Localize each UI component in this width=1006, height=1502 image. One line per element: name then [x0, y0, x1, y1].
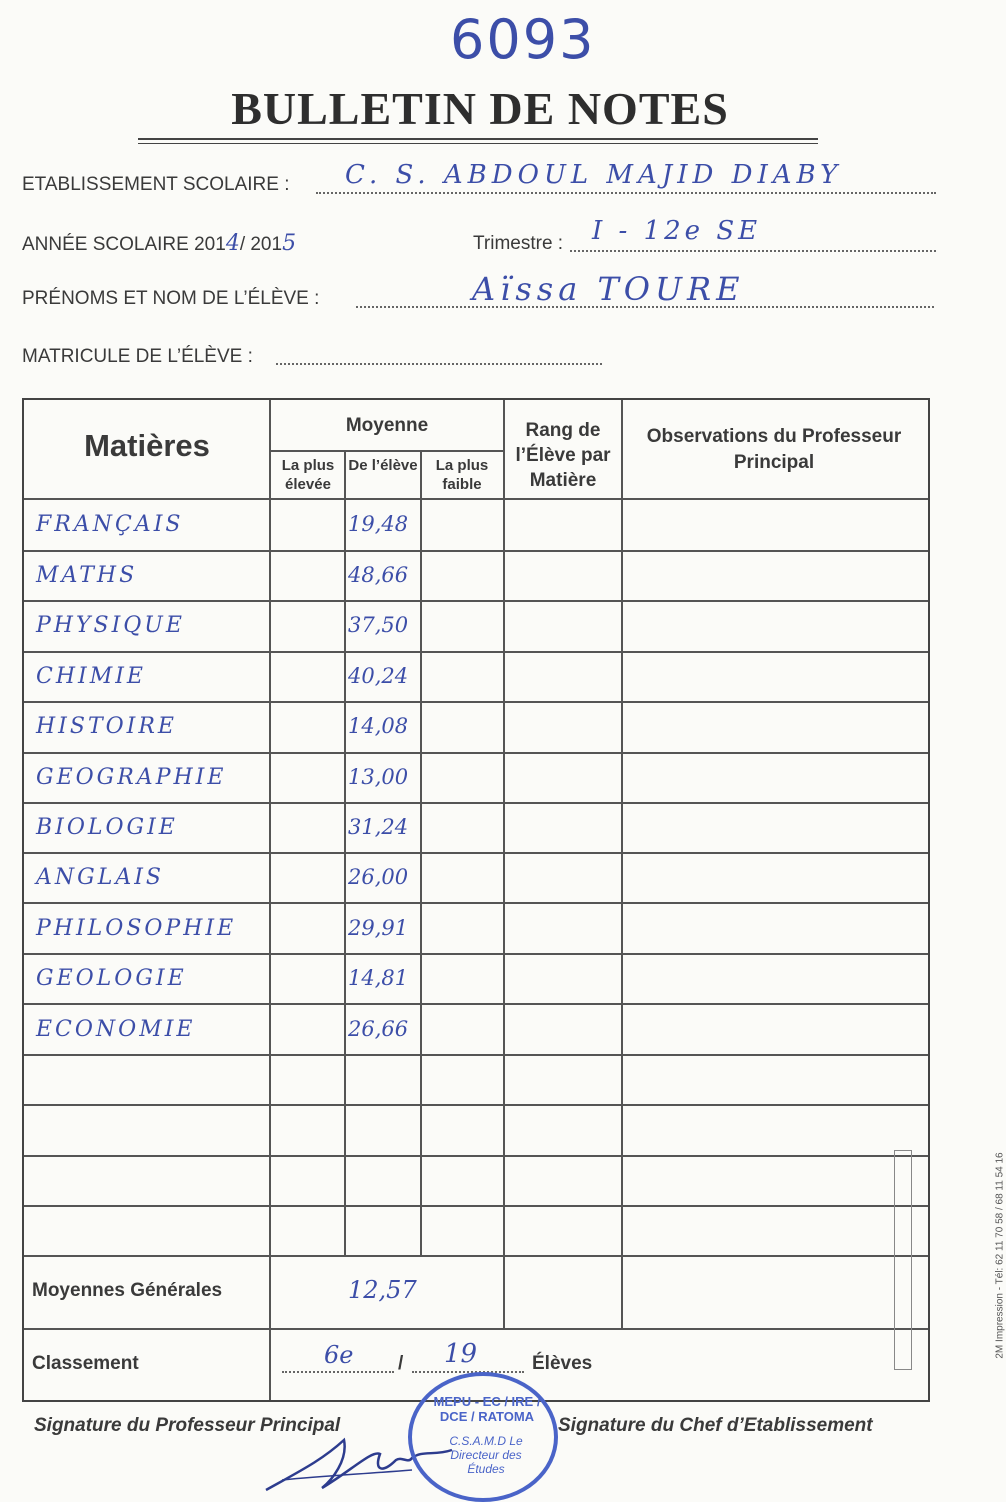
subject-cell: CHIMIE — [36, 664, 146, 689]
ranking-sep: / — [398, 1353, 404, 1374]
subject-cell: MATHS — [36, 563, 138, 588]
ranking-position[interactable]: 6e — [324, 1341, 354, 1369]
subject-cell: ANGLAIS — [36, 865, 164, 890]
table-hline — [24, 550, 928, 552]
table-hline — [24, 1104, 928, 1106]
ranking-position-dots — [282, 1371, 394, 1373]
school-dots — [316, 192, 936, 194]
title-underline-thin — [138, 143, 818, 144]
subject-cell: GEOGRAPHIE — [36, 765, 227, 790]
school-value[interactable]: C. S. ABDOUL MAJID DIABY — [345, 160, 843, 190]
table-hline-general — [24, 1328, 928, 1330]
header-observations: Observations du Professeur Principal — [646, 426, 902, 473]
grade-cell[interactable]: 14,08 — [348, 714, 409, 738]
table-hline — [24, 852, 928, 854]
student-value[interactable]: Aïssa TOURE — [472, 270, 745, 308]
table-hline — [24, 752, 928, 754]
grade-cell[interactable]: 31,24 — [348, 815, 409, 839]
table-hline-header — [24, 498, 928, 500]
year-label-prefix: ANNÉE SCOLAIRE 201 — [22, 234, 226, 255]
subject-cell: PHYSIQUE — [36, 613, 185, 638]
year-digit2[interactable]: 5 — [282, 231, 297, 256]
matricule-label: MATRICULE DE L’ÉLÈVE : — [22, 346, 253, 367]
table-hline-moyenne — [270, 450, 504, 452]
title-underline — [138, 138, 818, 140]
table-hline — [24, 802, 928, 804]
header-rank: Rang de l’Élève par Matière — [515, 420, 611, 491]
document-title: BULLETIN DE NOTES — [231, 83, 729, 134]
stamp-center-text: C.S.A.M.D Le Directeur des Études — [449, 1434, 523, 1476]
grade-cell[interactable]: 29,91 — [348, 916, 409, 940]
subject-cell: GEOLOGIE — [36, 966, 187, 991]
header-subjects: Matières — [84, 428, 210, 463]
grade-cell[interactable]: 26,66 — [348, 1017, 409, 1041]
grade-cell[interactable]: 37,50 — [348, 613, 409, 637]
printer-info: 2M Impression - Tél: 62 11 70 58 / 68 11 54 16 — [994, 1152, 1006, 1359]
stamp-ring-text: MEPU - EC / IRE / DCE / RATOMA — [433, 1394, 541, 1424]
header-highest: La plus élevée — [281, 457, 335, 493]
general-average-label: Moyennes Générales — [32, 1280, 223, 1301]
student-label: PRÉNOMS ET NOM DE L’ÉLÈVE : — [22, 288, 320, 309]
head-signature-label: Signature du Chef d’Etablissement — [558, 1415, 873, 1436]
grade-cell[interactable]: 13,00 — [348, 765, 409, 789]
subject-cell: HISTOIRE — [36, 714, 177, 739]
matricule-dots[interactable] — [276, 363, 602, 365]
ranking-label: Classement — [32, 1353, 139, 1374]
subject-cell: FRANÇAIS — [36, 512, 184, 537]
grade-cell[interactable]: 48,66 — [348, 563, 409, 587]
year-digit1[interactable]: 4 — [225, 231, 240, 256]
grade-cell[interactable]: 19,48 — [348, 512, 409, 536]
subject-cell: ECONOMIE — [36, 1017, 196, 1042]
subject-cell: BIOLOGIE — [36, 815, 178, 840]
subject-cell: PHILOSOPHIE — [36, 916, 237, 941]
table-hline — [24, 953, 928, 955]
ranking-suffix: Élèves — [532, 1353, 593, 1374]
ranking-total[interactable]: 19 — [444, 1339, 478, 1369]
header-average: Moyenne — [345, 415, 429, 436]
table-vline-4 — [503, 400, 505, 1328]
official-stamp — [408, 1372, 558, 1502]
header-student: De l’élève — [348, 457, 418, 474]
table-hline — [24, 902, 928, 904]
table-hline — [24, 1155, 928, 1157]
year-label — [22, 231, 296, 256]
year-sep: / 201 — [239, 234, 283, 255]
term-label: Trimestre : — [473, 233, 564, 254]
table-hline — [24, 600, 928, 602]
school-label: ETABLISSEMENT SCOLAIRE : — [22, 174, 290, 195]
grade-cell[interactable]: 26,00 — [348, 865, 409, 889]
table-hline — [24, 1054, 928, 1056]
table-vline-5 — [621, 400, 623, 1328]
table-hline — [24, 1003, 928, 1005]
grade-cell[interactable]: 14,81 — [348, 966, 409, 990]
table-hline-bottom — [24, 1255, 928, 1257]
grades-table — [22, 398, 930, 1402]
grade-cell[interactable]: 40,24 — [348, 664, 409, 688]
header-lowest: La plus faible — [435, 457, 489, 493]
teacher-signature-label: Signature du Professeur Principal — [34, 1415, 341, 1436]
table-hline — [24, 651, 928, 653]
table-hline — [24, 701, 928, 703]
term-value[interactable]: I - 12e SE — [592, 216, 762, 246]
general-average-value[interactable]: 12,57 — [348, 1276, 417, 1304]
printer-info-box — [894, 1150, 912, 1370]
table-hline — [24, 1205, 928, 1207]
term-dots — [570, 250, 936, 252]
document-number: 6093 — [450, 8, 596, 71]
